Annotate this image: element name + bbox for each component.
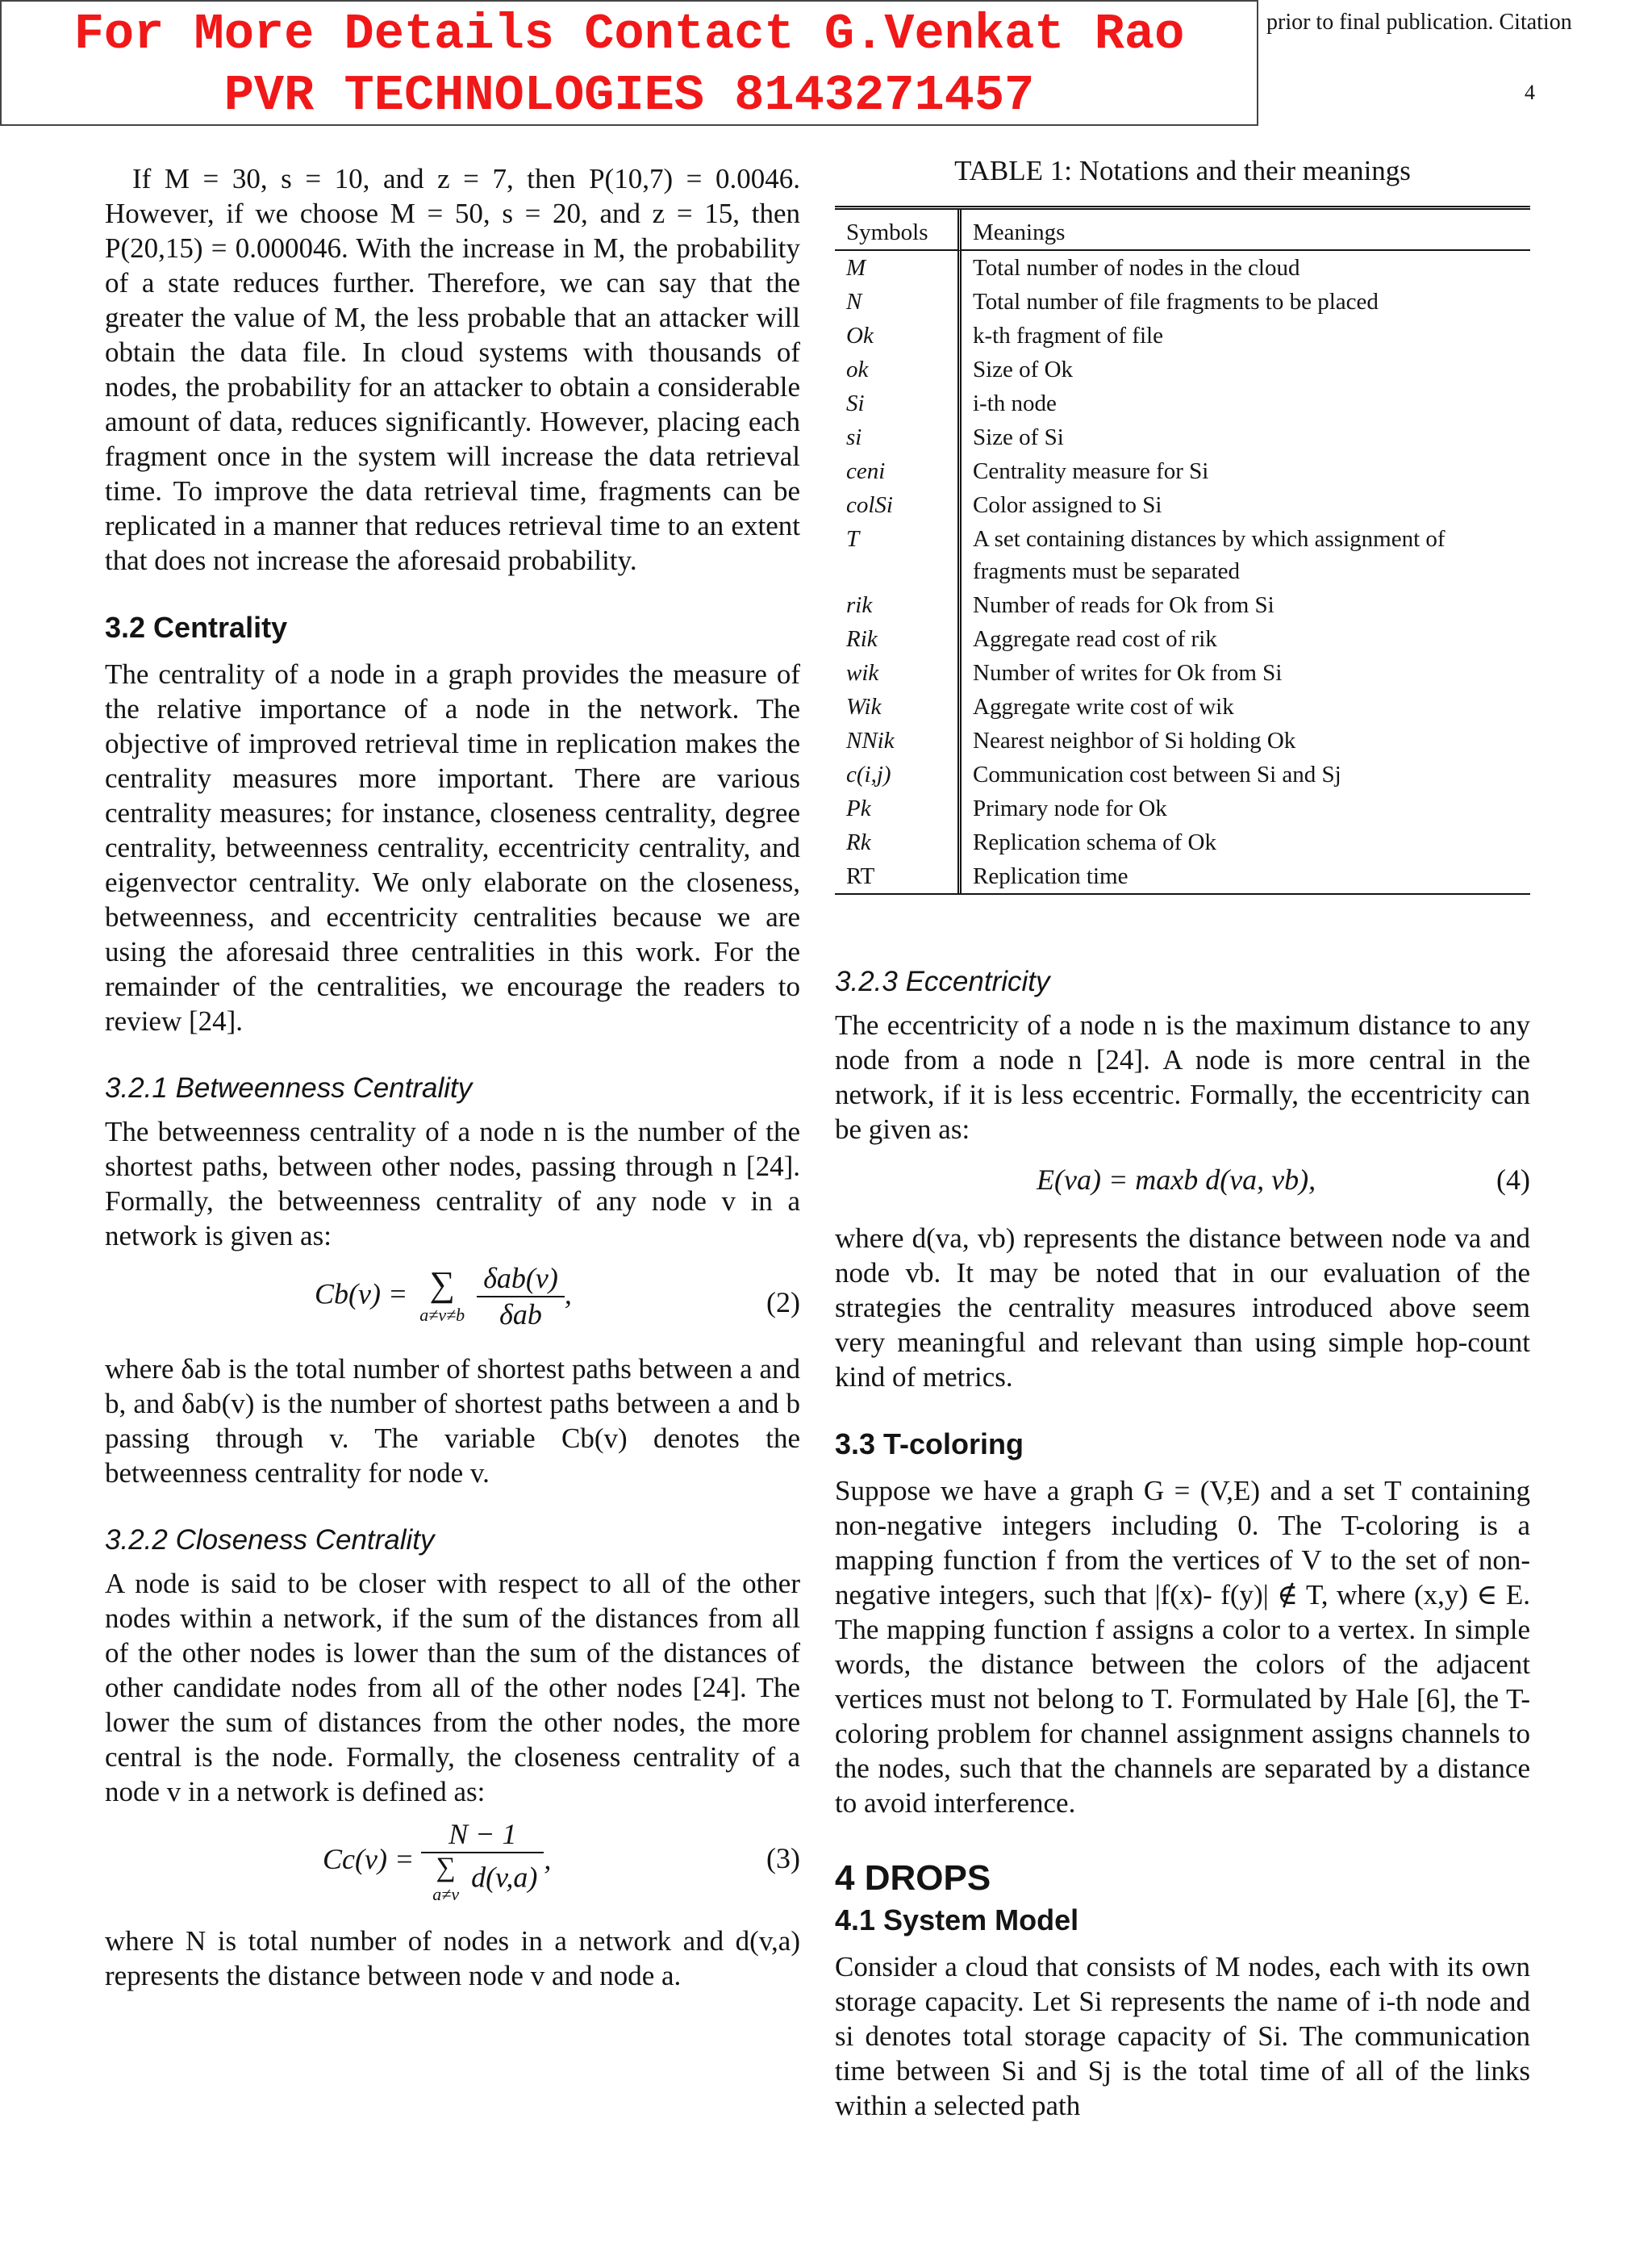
banner-company-line: PVR TECHNOLOGIES 8143271457 — [223, 67, 1035, 124]
section-3-2-3-paragraph: The eccentricity of a node n is the maximum distance to any node from a node n [24]. A node is more central in the network, if it is less eccentric. Formally, the eccentricity can be given as: — [835, 1009, 1530, 1145]
table-caption: TABLE 1: Notations and their meanings — [954, 155, 1411, 186]
table-symbol: ok — [835, 353, 962, 386]
table-meaning: Size of Ok — [973, 357, 1074, 382]
eq3-fraction — [421, 1817, 544, 1907]
eq3-denominator: d(v,a) — [471, 1861, 538, 1894]
section-3-2-2-heading: 3.2.2 Closeness Centrality — [105, 1524, 435, 1556]
right-column — [835, 155, 1530, 2123]
table-symbol: Pk — [835, 792, 962, 825]
eq3-denominator-group — [421, 1853, 544, 1907]
table-row — [835, 488, 1530, 522]
table-symbol: Wik — [835, 690, 962, 724]
table-symbol: wik — [835, 656, 962, 690]
section-3-2-paragraph: The centrality of a node in a graph provides the measure of the relative importance of a node in the network. The objective of improved retrieval time in replication makes the centrality measures more important. There are various centrality measures; for instance, closeness centrality, degree centrality, betweenness centrality, eccentricity centrality, and eigenvector centrality. We only elaborate on the closeness, betweenness, and eccentricity centralities because we are using the aforesaid three centralities in this work. For the remainder of the centralities, we encourage the readers to review [24]. — [105, 658, 800, 1037]
section-3-2-heading: 3.2 Centrality — [105, 611, 288, 644]
equation-3: Cc(v) = N − 1 ∑ a≠v d(v,a) , (3) — [105, 1817, 800, 1914]
section-3-2-1-paragraph: The betweenness centrality of a node n is the number of the shortest paths, between other nodes, passing through n [24]. Formally, the betweenness centrality of any node v in a network is given as: — [105, 1116, 800, 1251]
table-symbol: ceni — [835, 454, 962, 488]
eq2-number: (2) — [766, 1286, 800, 1318]
table-meaning: Primary node for Ok — [973, 796, 1167, 821]
table-row — [835, 622, 1530, 656]
eq2-explanation: where δab is the total number of shortest paths between a and b, and δab(v) is the number of shortest paths between a and b passing through v. The variable Cb(v) denotes the betweenness centrality for node v. — [105, 1353, 800, 1489]
section-4-heading: 4 DROPS — [835, 1858, 991, 1898]
table-header-row — [835, 210, 1530, 251]
section-3-3-heading: 3.3 T-coloring — [835, 1427, 1024, 1460]
table-symbol: T — [835, 522, 962, 588]
table-row — [835, 792, 1530, 825]
table-meaning: Centrality measure for Si — [973, 458, 1209, 484]
table-meaning: Size of Si — [973, 424, 1064, 450]
table-row — [835, 758, 1530, 792]
eq3-sum-subscript: a≠v — [432, 1884, 460, 1904]
eq4-explanation: where d(va, vb) represents the distance between node va and node vb. It may be noted that in our evaluation of the strategies the centrality measures introduced above seem very meaningful and relevant than using simple hop-count kind of metrics. — [835, 1222, 1530, 1393]
eq2-sum-subscript: a≠v≠b — [419, 1305, 465, 1325]
table-header-meanings: Meanings — [962, 210, 1530, 251]
table-meaning: Replication schema of Ok — [973, 829, 1216, 855]
table-meaning: Replication time — [973, 863, 1128, 889]
table-row — [835, 690, 1530, 724]
table-row — [835, 386, 1530, 420]
eq2-lhs: Cb(v) = — [315, 1277, 408, 1310]
table-symbol: Rik — [835, 622, 962, 656]
table-row — [835, 656, 1530, 690]
equation-4 — [835, 1155, 1530, 1211]
eq3-summation: ∑ a≠v — [432, 1853, 459, 1907]
table-header-symbols: Symbols — [835, 210, 962, 251]
banner-contact-line: For More Details Contact G.Venkat Rao — [73, 6, 1185, 63]
header-citation-note: prior to final publication. Citation — [1266, 10, 1572, 35]
table-symbol: M — [835, 251, 962, 285]
table-row — [835, 285, 1530, 319]
table-symbol: colSi — [835, 488, 962, 522]
section-3-2-3-heading: 3.2.3 Eccentricity — [835, 966, 1050, 997]
table-row — [835, 454, 1530, 488]
table-symbol: si — [835, 420, 962, 454]
table-meaning: k-th fragment of file — [973, 323, 1163, 349]
eq3-numerator: N − 1 — [421, 1817, 544, 1853]
table-symbol: Ok — [835, 319, 962, 353]
table-row — [835, 859, 1530, 893]
eq2-numerator: δab(v) — [477, 1261, 565, 1297]
table-symbol: N — [835, 285, 962, 319]
table-row — [835, 319, 1530, 353]
table-row — [835, 588, 1530, 622]
table-symbol: Rk — [835, 825, 962, 859]
table-symbol: c(i,j) — [835, 758, 962, 792]
table-meaning: A set containing distances by which assignment of fragments must be separated — [973, 526, 1446, 584]
eq3-explanation: where N is total number of nodes in a network and d(v,a) represents the distance between node v and node a. — [105, 1925, 800, 1991]
eq2-fraction — [477, 1261, 565, 1332]
section-4-1-heading: 4.1 System Model — [835, 1903, 1079, 1936]
table-meaning: Communication cost between Si and Sj — [973, 762, 1341, 788]
table-meaning: Aggregate write cost of wik — [973, 694, 1234, 720]
page-number: 4 — [1525, 81, 1535, 104]
table-meaning: i-th node — [973, 391, 1057, 416]
table-row — [835, 420, 1530, 454]
notation-table — [835, 206, 1530, 895]
table-row — [835, 251, 1530, 285]
equation-2: Cb(v) = ∑ a≠v≠b $\frac{\text{δab(v)}}{\text{δab}}$ , (2) — [315, 1262, 800, 1331]
table-symbol: NNik — [835, 724, 962, 758]
section-3-3-paragraph: Suppose we have a graph G = (V,E) and a set T containing non-negative integers including 0. The T-coloring is a mapping function f from the vertices of V to the set of non-negative integers, such that |f(x)- f(y)| ∉ T, where (x,y) ∈ E. The mapping function f assigns a color to a vertex. In simple words, the distance between the colors of the adjacent vertices must not belong to T. Formulated by Hale [6], the T-coloring problem for channel assignment assigns channels to the nodes, such that the channels are separated by a distance to avoid interference. — [835, 1475, 1530, 1819]
table-row — [835, 825, 1530, 859]
table-meaning: Aggregate read cost of rik — [973, 626, 1217, 652]
eq4-number: (4) — [1496, 1164, 1530, 1196]
table-meaning: Total number of nodes in the cloud — [973, 255, 1300, 281]
section-3-2-1-heading: 3.2.1 Betweenness Centrality — [105, 1072, 473, 1104]
eq4-expression: E(va) = maxb d(va, vb), — [1037, 1164, 1316, 1196]
eq3-number: (3) — [766, 1842, 800, 1874]
table-meaning: Nearest neighbor of Si holding Ok — [973, 728, 1296, 754]
table-row — [835, 724, 1530, 758]
section-3-2-2-paragraph: A node is said to be closer with respect to all of the other nodes within a network, if the sum of the distances from all of the other nodes is lower than the sum of the distances of other candidate nodes from all of the other nodes [24]. The lower the sum of distances from the other nodes, the more central is the node. Formally, the closeness centrality of a node v in a network is defined as: — [105, 1568, 800, 1807]
eq3-lhs: Cc(v) = — [323, 1842, 415, 1875]
table-spacer — [835, 895, 1530, 932]
table-row — [835, 522, 1530, 588]
table-symbol: Si — [835, 386, 962, 420]
table-row — [835, 353, 1530, 386]
eq2-summation: ∑ a≠v≠b — [419, 1266, 465, 1327]
contact-banner — [0, 0, 1258, 126]
table-symbol: rik — [835, 588, 962, 622]
left-column — [105, 161, 800, 1993]
table-symbol: RT — [835, 859, 962, 893]
section-4-1-paragraph: Consider a cloud that consists of M nodes, each with its own storage capacity. Let Si represents the name of i-th node and si denotes total storage capacity of Si. The communication time between Si and Sj is the total time of all of the links within a selected path — [835, 1951, 1530, 2121]
table-meaning: Number of writes for Ok from Si — [973, 660, 1283, 686]
intro-paragraph: If M = 30, s = 10, and z = 7, then P(10,7) = 0.0046. However, if we choose M = 50, s = 20, and z = 15, then P(20,15) = 0.000046. With the increase in M, the probability of a state reduces further. Therefore, we can say that the greater the value of M, the less probable that an attacker will obtain the data file. In cloud systems with thousands of nodes, the probability for an attacker to obtain a considerable amount of data, reduces significantly. However, placing each fragment once in the system will increase the data retrieval time. To improve the data retrieval time, fragments can be replicated in a manner that reduces retrieval time to an extent that does not increase the aforesaid probability. — [105, 163, 800, 576]
table-meaning: Color assigned to Si — [973, 492, 1162, 518]
table-meaning: Total number of file fragments to be placed — [973, 289, 1379, 315]
eq2-denominator: δab — [499, 1298, 542, 1331]
table-meaning: Number of reads for Ok from Si — [973, 592, 1274, 618]
